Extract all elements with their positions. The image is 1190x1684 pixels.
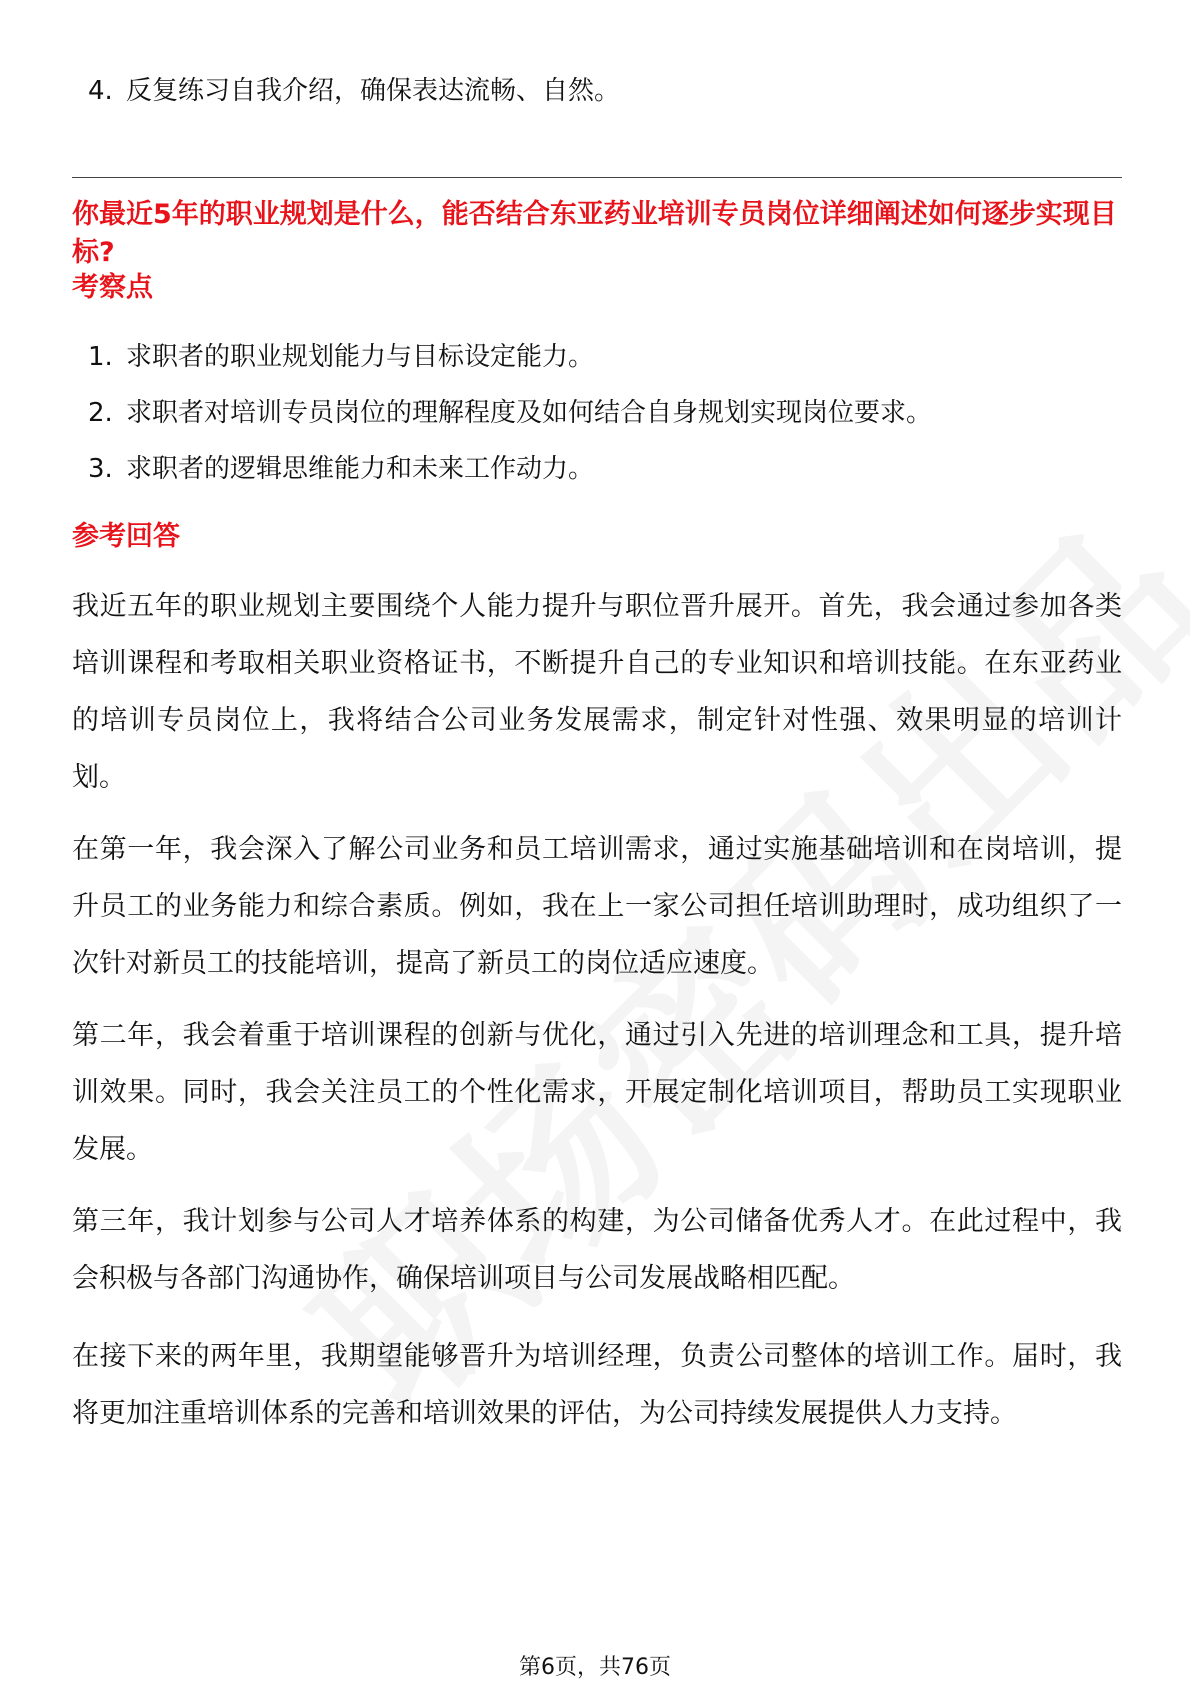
answer-paragraph: 第二年，我会着重于培训课程的创新与优化，通过引入先进的培训理念和工具，提升培训效果。同时，我会关注员工的个性化需求，开展定制化培训项目，帮助员工实现职业发展。 <box>72 1020 1122 1165</box>
list-number: 3. <box>88 454 113 484</box>
list-text: 求职者的职业规划能力与目标设定能力。 <box>126 342 595 372</box>
question-heading: 你最近5年的职业规划是什么，能否结合东亚药业培训专员岗位详细阐述如何逐步实现目标? <box>72 199 1117 268</box>
list-number: 4. <box>88 76 113 106</box>
top-list-item <box>88 71 620 111</box>
focus-point <box>88 337 594 377</box>
answer-paragraph: 在第一年，我会深入了解公司业务和员工培训需求，通过实施基础培训和在岗培训，提升员工的业务能力和综合素质。例如，我在上一家公司担任培训助理时，成功组织了一次针对新员工的技能培训，提高了新员工的岗位适应速度。 <box>72 834 1122 979</box>
answer-paragraph: 在接下来的两年里，我期望能够晋升为培训经理，负责公司整体的培训工作。届时，我将更加注重培训体系的完善和培训效果的评估，为公司持续发展提供人力支持。 <box>72 1341 1122 1429</box>
answer-label: 参考回答 <box>72 521 180 552</box>
list-number: 2. <box>88 398 113 428</box>
focus-point <box>88 449 594 489</box>
page-number: 第6页，共76页 <box>519 1655 671 1680</box>
list-number: 1. <box>88 342 113 372</box>
list-text: 求职者对培训专员岗位的理解程度及如何结合自身规划实现岗位要求。 <box>126 398 933 428</box>
list-text: 反复练习自我介绍，确保表达流畅、自然。 <box>126 76 621 106</box>
focus-label: 考察点 <box>72 272 153 303</box>
focus-point <box>88 393 932 433</box>
list-text: 求职者的逻辑思维能力和未来工作动力。 <box>126 454 595 484</box>
answer-paragraph: 我近五年的职业规划主要围绕个人能力提升与职位晋升展开。首先，我会通过参加各类培训课程和考取相关职业资格证书，不断提升自己的专业知识和培训技能。在东亚药业的培训专员岗位上，我将结合公司业务发展需求，制定针对性强、效果明显的培训计划。 <box>72 591 1122 793</box>
answer-paragraph: 第三年，我计划参与公司人才培养体系的构建，为公司储备优秀人才。在此过程中，我会积极与各部门沟通协作，确保培训项目与公司发展战略相匹配。 <box>72 1206 1122 1294</box>
section-divider <box>72 177 1122 178</box>
